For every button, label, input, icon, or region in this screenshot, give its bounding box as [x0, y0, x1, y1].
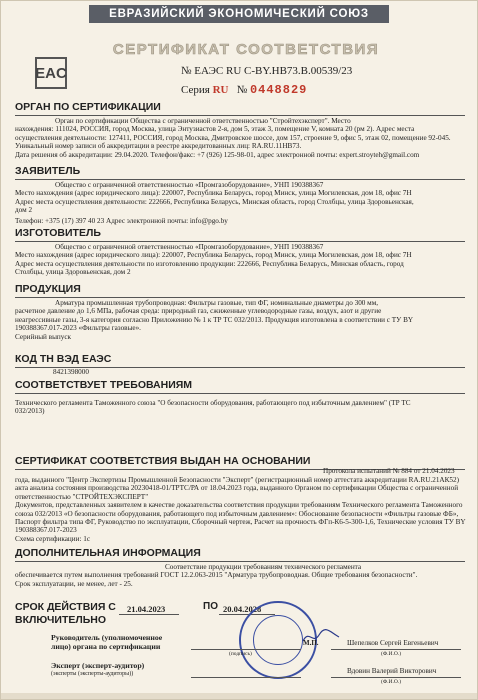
- name-line: [331, 649, 461, 650]
- requirements-text: [15, 399, 467, 416]
- section-head-basis: СЕРТИФИКАТ СООТВЕТСТВИЯ ВЫДАН НА ОСНОВАНИИ: [15, 455, 311, 467]
- sign-caption: (подпись): [229, 651, 252, 657]
- divider: [15, 179, 465, 180]
- section-head-cert-body: ОРГАН ПО СЕРТИФИКАЦИИ: [15, 101, 161, 113]
- text-line: Срок эксплуатации, не менее, лет - 25.: [15, 579, 133, 588]
- text-line: акта анализа состояния производства 20230418-01/ТРТС/РА от 18.04.2023 года, выданного Органом по сертификации Общества с ограниченной: [15, 484, 459, 493]
- section-head-applicant: ЗАЯВИТЕЛЬ: [15, 165, 81, 177]
- text-line: лицо) органа по сертификации: [51, 642, 161, 651]
- text-line: обеспечивается путем выполнения требований ГОСТ 12.2.063-2015 "Арматура трубопроводная. Общие требования безопасности".: [15, 571, 418, 580]
- applicant-text: [15, 181, 467, 225]
- product-text: [15, 299, 467, 341]
- manufacturer-text: [15, 243, 467, 277]
- text-line: Паспорт фильтра типа ФГ, Руководство по эксплуатации, Сборочный чертеж, Расчет на прочность ФГп-К6-5-300-1,6, Технические условия ТУ BY: [15, 518, 466, 527]
- series-number: 0448829: [249, 83, 308, 97]
- tnved-code: 8421398000: [53, 368, 89, 376]
- stamp-place: М.П.: [303, 639, 319, 647]
- text-line: Эксперт (эксперт-аудитор): [51, 661, 145, 670]
- validity-from-label: СРОК ДЕЙСТВИЯ С: [15, 601, 116, 613]
- text-line: Серийный выпуск: [15, 332, 72, 341]
- head-name: Шепелков Сергей Евгеньевич: [347, 639, 439, 647]
- reg-value: RU C-BY.НВ73.В.00539/23: [225, 65, 353, 77]
- divider: [15, 241, 465, 242]
- basis-text: [15, 476, 467, 543]
- fio-caption: (Ф.И.О.): [381, 651, 402, 657]
- text-line: Технического регламента Таможенного союза "О безопасности оборудования, работающего под избыточным давлением" (ТР ТС: [15, 399, 411, 407]
- text-line: Телефон: +375 (17) 397 40 23 Адрес электронной почты: info@pgo.by: [15, 216, 228, 225]
- reg-prefix: № ЕАЭС: [181, 65, 224, 77]
- text-line: Орган по сертификации Общества с ограниченной ответственностью "Стройтехэксперт". Место: [55, 117, 351, 125]
- text-line: Соответствие продукции требованиям технического регламента: [165, 563, 362, 571]
- divider: [15, 393, 465, 394]
- text-line: Арматура промышленная трубопроводная: Фильтры газовые, тип ФГ, номинальные диаметры до 300 мм,: [55, 299, 379, 307]
- text-line: 190388367.017-2023 «Фильтры газовые».: [15, 324, 141, 333]
- series-line: [181, 83, 307, 97]
- text-line: ответственностью "СТРОЙТЕХЭКСПЕРТ": [15, 492, 149, 501]
- eac-logo-text: EAC: [35, 64, 67, 82]
- divider: [15, 115, 465, 116]
- text-line: Место нахождения (адрес юридического лица): 220007, Республика Беларусь, город Минск, улица Могилевская, дом 18, офис 7Н: [15, 251, 412, 260]
- section-head-tnved: КОД ТН ВЭД ЕАЭС: [15, 353, 112, 365]
- divider: [15, 561, 465, 562]
- text-line: союза 032/2013 «О безопасности оборудования, работающего под избыточным давлением»: Обоснование безопасности «Фильтры газовые ФБ»,: [15, 509, 459, 518]
- section-head-requirements: СООТВЕТСТВУЕТ ТРЕБОВАНИЯМ: [15, 379, 193, 391]
- text-line: неагрессивные газы, 3-я категория согласно Приложению № 1 к ТР ТС 032/2013. Продукция изготовлена в соответствии с ТУ BY: [15, 315, 414, 324]
- valid-to-label: ПО: [203, 601, 218, 612]
- text-line: дом 2: [15, 206, 33, 215]
- text-line: 190388367.017-2023: [15, 526, 77, 535]
- eac-logo: [35, 57, 67, 89]
- text-line: Общество с ограниченной ответственностью «Промгазоборудование», УНП 190388367: [55, 181, 324, 189]
- series-label: Серия: [181, 84, 210, 96]
- text-line: 032/2013): [15, 407, 45, 416]
- sign-line: [191, 649, 301, 650]
- validity-inclusive-label: ВКЛЮЧИТЕЛЬНО: [15, 614, 107, 626]
- text-line: расчетное давление до 1,6 МПа, рабочая среда: природный газ, сжиженные углеводородные газы, воздух, азот и другие: [15, 307, 382, 316]
- text-line: года, выданного "Центр Экспертизы Промышленной Безопасности "Эксперт" (регистрационный номер аттестата аккредитации RA.RU.21АК52): [15, 476, 459, 484]
- text-line: осуществления деятельности: 127411, РОССИЯ, город Москва, Дмитровское шоссе, дом 157, строение 9, офис 5, этаж 02, помещение 92-045.: [15, 133, 451, 142]
- section-head-manufacturer: ИЗГОТОВИТЕЛЬ: [15, 227, 101, 239]
- section-head-additional: ДОПОЛНИТЕЛЬНАЯ ИНФОРМАЦИЯ: [15, 547, 201, 559]
- certificate-title: СЕРТИФИКАТ СООТВЕТСТВИЯ: [112, 41, 380, 58]
- text-line: Уникальный номер записи об аккредитации в реестре аккредитованных лиц: RA.RU.11НВ73.: [15, 142, 302, 151]
- seal-inner-ring: [253, 615, 303, 665]
- valid-from-date: 21.04.2023: [127, 604, 166, 614]
- text-line: Место нахождения (адрес юридического лица): 220007, Республика Беларусь, город Минск, улица Могилевская, дом 18, офис 7Н: [15, 189, 412, 198]
- text-line: Адрес места осуществления деятельности по изготовлению продукции: 222666, Республика Беларусь, Минская область, город: [15, 259, 404, 268]
- underline: [119, 614, 179, 615]
- text-line: Адрес места осуществления деятельности: 222666, Республика Беларусь, Минская область, город Столбцы, улица Здоровьенская,: [15, 197, 414, 206]
- protocol-ref: Протокола испытаний № 884 от 21.04.2023: [323, 467, 455, 475]
- text-line: Дата решения об аккредитации: 29.04.2020. Телефон/факс: +7 (926) 125-98-01, адрес электронной почты: expert.stroyteh@gmail.com: [15, 150, 420, 159]
- valid-to-date: 20.04.2028: [223, 604, 262, 614]
- text-line: Схема сертификации: 1с: [15, 534, 91, 543]
- fio-caption: (Ф.И.О.): [381, 679, 402, 685]
- registration-number: [181, 65, 352, 77]
- name-line: [331, 677, 461, 678]
- text-line: Руководитель (уполномоченное: [51, 633, 163, 642]
- union-banner: ЕВРАЗИЙСКИЙ ЭКОНОМИЧЕСКИЙ СОЮЗ: [89, 5, 389, 23]
- text-line: (эксперты (эксперты-аудиторы)): [51, 671, 134, 677]
- text-line: нахождения: 111024, РОССИЯ, город Москва, улица Энтузиастов 2-я, дом 5, этаж 3, помещение V, комната 20 (рм 2). Адрес места: [15, 125, 415, 134]
- sign-line: [191, 677, 301, 678]
- text-line: Столбцы, улица Здоровьенская, дом 2: [15, 268, 131, 277]
- expert-name: Вдовин Валерий Викторович: [347, 667, 437, 675]
- additional-text: [15, 563, 467, 588]
- security-strip: [1, 693, 478, 700]
- divider: [15, 297, 465, 298]
- series-code: RU: [212, 84, 229, 96]
- text-line: Документов, представленных заявителем в качестве доказательства соответствия продукции требованиям Технического регламента Таможенного: [15, 501, 463, 510]
- cert-body-text: [15, 117, 467, 159]
- series-num-prefix: №: [236, 84, 248, 96]
- section-head-product: ПРОДУКЦИЯ: [15, 283, 81, 295]
- text-line: Общество с ограниченной ответственностью «Промгазоборудование», УНП 190388367: [55, 243, 324, 251]
